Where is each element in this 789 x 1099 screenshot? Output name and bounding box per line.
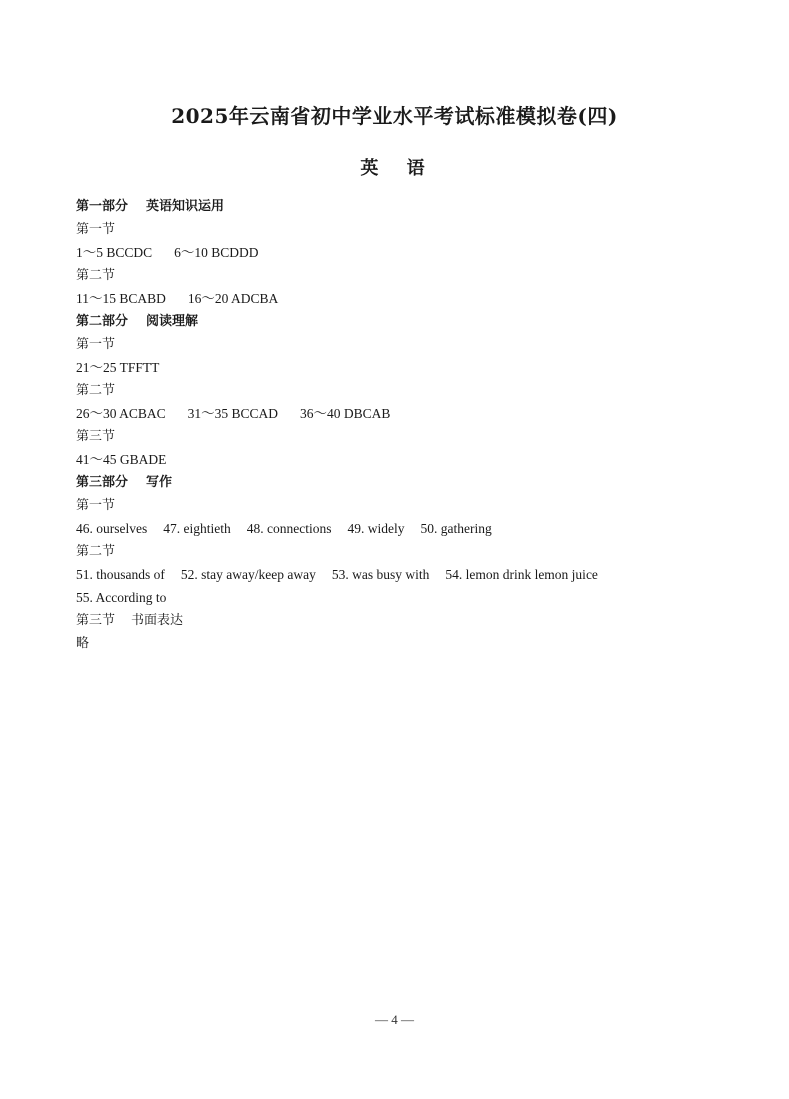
section-number: 第三节 <box>76 613 116 628</box>
answer-item: 55. According to <box>76 590 167 605</box>
answer-group: 41～45 GBADE <box>76 452 167 467</box>
part-2-section-3-label: 第三节 <box>76 429 116 444</box>
answer-group: 21～25 TFFTT <box>76 360 160 375</box>
subject-title: 英 语 <box>360 158 429 179</box>
part-3-section-2-answers-cont <box>76 586 766 609</box>
part-1-number: 第一部分 <box>76 199 129 214</box>
part-1-heading <box>76 195 766 218</box>
answer-group: 1～5 BCCDC <box>76 245 153 260</box>
answer-item: 50. gathering <box>420 521 492 536</box>
part-3-section-1-answers <box>76 517 766 540</box>
part-1-section-2-label: 第二节 <box>76 268 116 283</box>
part-2-section-1-label: 第一节 <box>76 337 116 352</box>
answer-item: 49. widely <box>347 521 405 536</box>
answer-item: 54. lemon drink lemon juice <box>445 567 598 582</box>
part-2-section-2-answers <box>76 402 766 425</box>
page-title: 2025年云南省初中学业水平考试标准模拟卷(四) <box>171 104 618 128</box>
answer-item: 46. ourselves <box>76 521 148 536</box>
answer-group: 31～35 BCCAD <box>187 406 279 421</box>
page-number: — 4 — <box>375 1012 414 1027</box>
part-2-section-3-answers <box>76 448 766 471</box>
part-3-section-2-answers <box>76 563 766 586</box>
section-title: 书面表达 <box>131 613 184 628</box>
answer-group: 26～30 ACBAC <box>76 406 166 421</box>
part-2-section-1-answers <box>76 356 766 379</box>
part-2-title: 阅读理解 <box>146 314 199 329</box>
part-1-section-1-answers <box>76 241 766 264</box>
part-3-number: 第三部分 <box>76 475 129 490</box>
part-2-section-2-label: 第二节 <box>76 383 116 398</box>
part-1-section-2-answers <box>76 287 766 310</box>
part-3-section-3-answer: 略 <box>76 636 90 651</box>
part-3-section-2-label: 第二节 <box>76 544 116 559</box>
part-3-section-1-label: 第一节 <box>76 498 116 513</box>
answer-item: 53. was busy with <box>331 567 430 582</box>
part-3-section-3-label <box>76 609 766 632</box>
answer-group: 16～20 ADCBA <box>187 291 279 306</box>
answer-item: 47. eightieth <box>163 521 231 536</box>
answer-content <box>76 195 766 655</box>
answer-group: 36～40 DBCAB <box>300 406 391 421</box>
answer-item: 51. thousands of <box>76 567 165 582</box>
part-3-title: 写作 <box>146 475 173 490</box>
answer-item: 48. connections <box>246 521 332 536</box>
part-1-section-1-label: 第一节 <box>76 222 116 237</box>
part-2-number: 第二部分 <box>76 314 129 329</box>
answer-item: 52. stay away/keep away <box>180 567 316 582</box>
answer-group: 11～15 BCABD <box>76 291 166 306</box>
answer-group: 6～10 BCDDD <box>174 245 259 260</box>
part-1-title: 英语知识运用 <box>146 199 225 214</box>
part-2-heading <box>76 310 766 333</box>
part-3-heading <box>76 471 766 494</box>
